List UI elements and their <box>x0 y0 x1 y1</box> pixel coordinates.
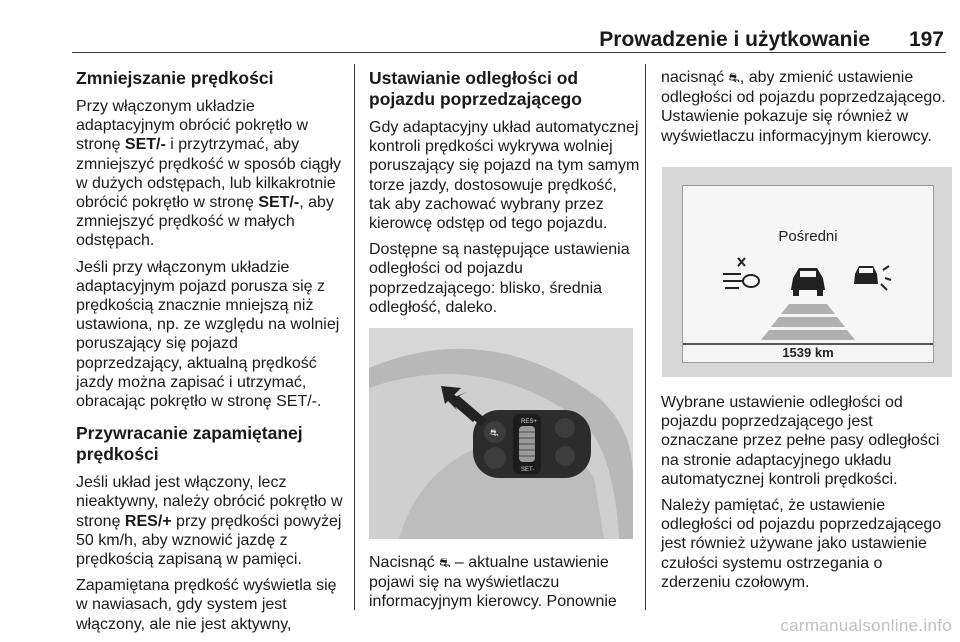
paragraph: Wybrane ustawienie odległości od pojazdu poprzedzającego jest oznaczane przez pełne pasy odległości na stronie adaptacyjnego układu automatycznej kontroli prędkości. <box>661 394 940 488</box>
watermark: carmanualsonline.info <box>780 616 952 635</box>
display-screen <box>682 185 934 363</box>
cruise-button <box>484 447 506 469</box>
distance-display-graphic <box>683 186 933 362</box>
paragraph: Zapamiętana prędkość wyświetla się w nawiasach, gdy system jest włączony, ale nie jest aktywny, <box>76 577 337 633</box>
header-rule <box>72 52 946 53</box>
paragraph: Gdy adaptacyjny układ automatycznej kontroli prędkości wykrywa wolniej poruszający się pojazd na tym samym torze jazdy, dostosowuje prędkość, tak aby zachować wybrany przez kierowcę odstęp od tego pojazdu. <box>369 119 640 233</box>
heading-speed-reduce: Zmniejszanie prędkości <box>76 68 274 88</box>
paragraph: Jeśli przy włączonym układzie adaptacyjnym pojazd porusza się z prędkością znacznie mniejszą niż ustawiona, np. ze względu na wolniej poruszający się pojazd poprzedzający, aktualną prędkość jazdy można zapisać i utrzymać, obracając pokrętło w stronę SET/-. <box>76 258 340 411</box>
column-1 <box>76 68 348 641</box>
distance-symbol-icon: ⛐ <box>728 71 740 86</box>
odometer-readout: 1539 km <box>782 345 834 360</box>
paragraph: Nacisnąć ⛐ – aktualne ustawienie pojawi się na wyświetlaczu informacyjnym kierowcy. Ponownie <box>369 554 617 611</box>
column-divider-2 <box>645 64 646 610</box>
heading-distance-setting: Ustawianie odległości od pojazdu poprzedzającego <box>369 68 582 109</box>
vehicle-ahead-icon <box>791 268 825 296</box>
svg-text:⛐: ⛐ <box>490 428 499 439</box>
heading-speed-resume: Przywracanie zapamiętanej prędkości <box>76 423 303 465</box>
close-distance-icon <box>723 258 759 288</box>
paragraph: Przy włączonym układzie adaptacyjnym obrócić pokrętło w stronę SET/- i przytrzymać, aby zmniejszyć prędkość w sposób ciągły w dużych odstępach, lub kilkakrotnie obrócić pokrętło w stronę SET/-, aby zmniejszyć prędkość w małych odstępach. <box>76 98 341 250</box>
column-2 <box>369 68 641 324</box>
far-distance-icon <box>854 266 891 290</box>
steering-controls <box>473 410 591 478</box>
distance-setting-label: Pośredni <box>778 228 838 245</box>
paragraph: Należy pamiętać, że ustawienie odległości od pojazdu poprzedzającego jest również używane jako ustawienie czułości systemu ostrzegania o zderzeniu czołowym. <box>661 497 942 591</box>
column-3-continued <box>661 393 951 599</box>
page-number: 197 <box>908 28 944 51</box>
distance-symbol-icon: ⛐ <box>439 556 451 571</box>
paragraph: Dostępne są następujące ustawienia odległości od pojazdu poprzedzającego: blisko, średnia odległość, daleko. <box>369 241 630 316</box>
svg-text:RES+: RES+ <box>521 419 537 425</box>
paragraph: Jeśli układ jest włączony, lecz nieaktywny, należy obrócić pokrętło w stronę RES/+ przy prędkości powyżej 50 km/h, aby wznowić jazdę z prędkością zapisaną w pamięci. <box>76 474 343 569</box>
steering-wheel-figure <box>369 328 633 539</box>
column-3 <box>661 68 951 153</box>
paragraph: nacisnąć ⛐, aby zmienić ustawienie odległości od pojazdu poprzedzającego. Ustawienie pokazuje się również w wyświetlaczu informacyjnym kierowcy. <box>661 69 946 145</box>
running-header-title: Prowadzenie i użytkowanie <box>599 28 870 51</box>
driver-display-figure <box>662 167 952 377</box>
svg-text:SET-: SET- <box>521 467 535 473</box>
steering-wheel-illustration <box>369 328 633 539</box>
column-divider-1 <box>354 64 355 610</box>
column-2-continued <box>369 553 641 619</box>
